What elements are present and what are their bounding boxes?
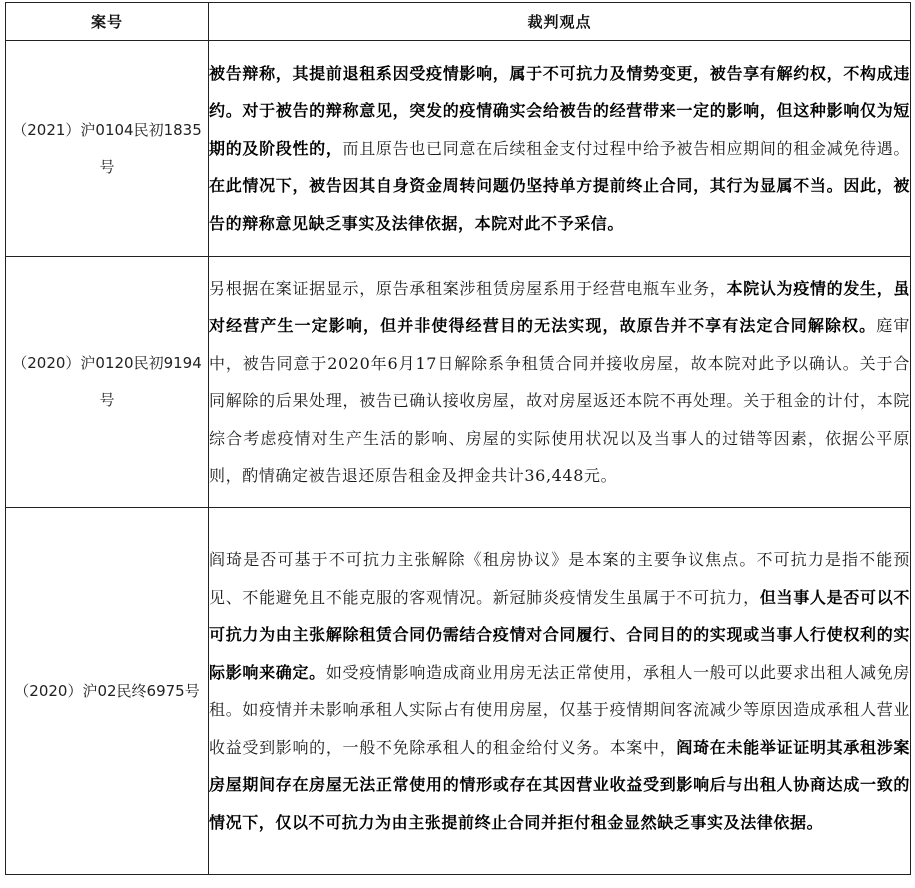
header-opinion: 裁判观点	[209, 3, 911, 41]
header-case-no: 案号	[6, 3, 209, 41]
opinion-text: 而且原告也已同意在后续租金支付过程中给予被告相应期间的租金减免待遇。	[342, 138, 910, 158]
opinion-text-bold: 但这种影响仅为短期的及阶段性的，	[209, 101, 910, 158]
opinion-text-bold: 被告辩称，其提前退租系因受疫情影响，属于不可抗力及情势变更，被告享有解约权，不构成违约。对于被告的辩称意见，突发的疫情确实会给被告的经营带来一定的影响，	[209, 63, 910, 121]
opinion-text: 另根据在案证据显示，原告承租案涉租赁房屋系用于经营电瓶车业务，	[209, 278, 727, 298]
table-row	[6, 257, 911, 508]
judgment-table	[5, 2, 911, 875]
case-number-cell: （2021）沪0104民初1835号	[6, 41, 209, 257]
opinion-cell	[209, 41, 911, 257]
table-header-row	[6, 3, 911, 41]
case-number-cell: （2020）沪0120民初9194号	[6, 257, 209, 508]
opinion-text: 如受疫情影响造成商业用房无法正常使用，承租人一般可以此要求出租人减免房租。如疫情并未影响承租人实际占有使用房屋，仅基于疫情期间客流减少等原因造成承租人营业收益受到影响的，一般不免除承租人的租金给付义务。本案中，	[209, 662, 910, 757]
opinion-cell	[209, 508, 911, 875]
table-row	[6, 41, 911, 257]
table-row	[6, 508, 911, 875]
opinion-text-bold: 在此情况下，被告因其自身资金周转问题仍坚持单方提前终止合同，其行为显属不当。因此，被告的辩称意见缺乏事实及法律依据，本院对此不予采信。	[209, 176, 910, 233]
opinion-text-bold: 但当事人是否可以不可抗力为由主张解除租赁合同仍需结合疫情对合同履行、合同目的的实现或当事人行使权利的实际影响来确定。	[209, 587, 910, 682]
opinion-text: 庭审中，被告同意于2020年6月17日解除系争租赁合同并接收房屋，故本院对此予以确认。关于合同解除的后果处理，被告已确认接收房屋，故对房屋返还本院不再处理。关于租金的计付，本院综合考虑疫情对生产生活的影响、房屋的实际使用状况以及当事人的过错等因素，依据公平原则，酌情确定被告退还原告租金及押金共计36,448元。	[209, 316, 911, 485]
opinion-text: 阎琦是否可基于不可抗力主张解除《租房协议》是本案的主要争议焦点。不可抗力是指不能预见、不能避免且不能克服的客观情况。新冠肺炎疫情发生虽属于不可抗力，	[209, 550, 910, 607]
opinion-cell	[209, 257, 911, 508]
opinion-text-bold: 本院认为疫情的发生，虽对经营产生一定影响，但并非使得经营目的无法实现，故原告并不享有法定合同解除权。	[209, 278, 910, 335]
case-number-cell: （2020）沪02民终6975号	[6, 508, 209, 875]
opinion-text-bold: 阎琦在未能举证证明其承租涉案房屋期间存在房屋无法正常使用的情形或存在其因营业收益受到影响后与出租人协商达成一致的情况下，仅以不可抗力为由主张提前终止合同并拒付租金显然缺乏事实及法律依据。	[209, 737, 910, 832]
